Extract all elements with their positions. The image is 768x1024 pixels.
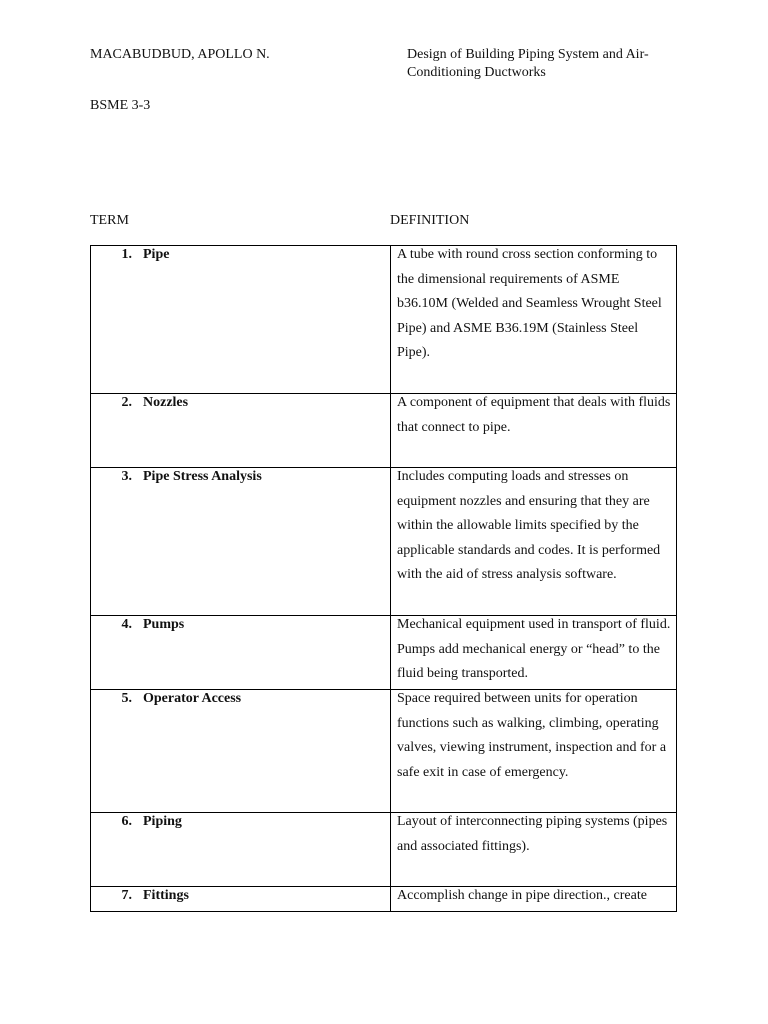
author-name: MACABUDBUD, APOLLO N. <box>90 47 270 62</box>
definition-cell <box>391 246 677 394</box>
term-cell <box>91 813 391 887</box>
definition-text: Accomplish change in pipe direction., create <box>397 888 647 903</box>
term-number: 4. <box>121 617 132 632</box>
term-label: Nozzles <box>143 395 189 410</box>
term-label: Piping <box>143 814 182 829</box>
term-cell <box>91 887 391 912</box>
term-column-heading: TERM <box>90 213 129 228</box>
table-row <box>91 468 677 616</box>
course-title: Design of Building Piping System and Air-Conditioning Ductworks <box>407 47 649 80</box>
table-row <box>91 813 677 887</box>
term-number: 6. <box>121 814 132 829</box>
definition-text: Space required between units for operation functions such as walking, climbing, operating valves, viewing instrument, inspection and for a safe exit in case of emergency. <box>397 691 667 780</box>
table-row <box>91 887 677 912</box>
table-row <box>91 394 677 468</box>
definition-cell <box>391 468 677 616</box>
term-label: Operator Access <box>143 691 242 706</box>
term-label: Pipe Stress Analysis <box>143 469 262 484</box>
section-label: BSME 3-3 <box>90 98 151 113</box>
term-number: 3. <box>121 469 132 484</box>
table-row <box>91 690 677 813</box>
definition-column-heading: DEFINITION <box>390 213 470 228</box>
definition-text: Mechanical equipment used in transport of fluid. Pumps add mechanical energy or “head” to the fluid being transported. <box>397 617 671 682</box>
definition-cell <box>391 394 677 468</box>
term-label: Pumps <box>143 617 185 632</box>
definition-text: A component of equipment that deals with fluids that connect to pipe. <box>397 395 671 435</box>
term-number: 2. <box>121 395 132 410</box>
definition-cell <box>391 616 677 690</box>
table-row <box>91 616 677 690</box>
definition-cell <box>391 887 677 912</box>
term-number: 1. <box>121 247 132 262</box>
term-cell <box>91 468 391 616</box>
term-cell <box>91 616 391 690</box>
definition-text: Includes computing loads and stresses on equipment nozzles and ensuring that they are within the allowable limits specified by the applicable standards and codes. It is performed with the aid of stress analysis software. <box>397 469 661 583</box>
definition-cell <box>391 813 677 887</box>
term-label: Fittings <box>143 888 189 903</box>
table-row <box>91 246 677 394</box>
term-cell <box>91 246 391 394</box>
term-cell <box>91 690 391 813</box>
term-number: 7. <box>121 888 132 903</box>
term-cell <box>91 394 391 468</box>
definition-cell <box>391 690 677 813</box>
term-label: Pipe <box>143 247 170 262</box>
term-number: 5. <box>121 691 132 706</box>
definition-text: A tube with round cross section conforming to the dimensional requirements of ASME b36.10M (Welded and Seamless Wrought Steel Pipe) and ASME B36.19M (Stainless Steel Pipe). <box>397 247 662 361</box>
terms-table <box>90 245 677 912</box>
definition-text: Layout of interconnecting piping systems (pipes and associated fittings). <box>397 814 668 854</box>
